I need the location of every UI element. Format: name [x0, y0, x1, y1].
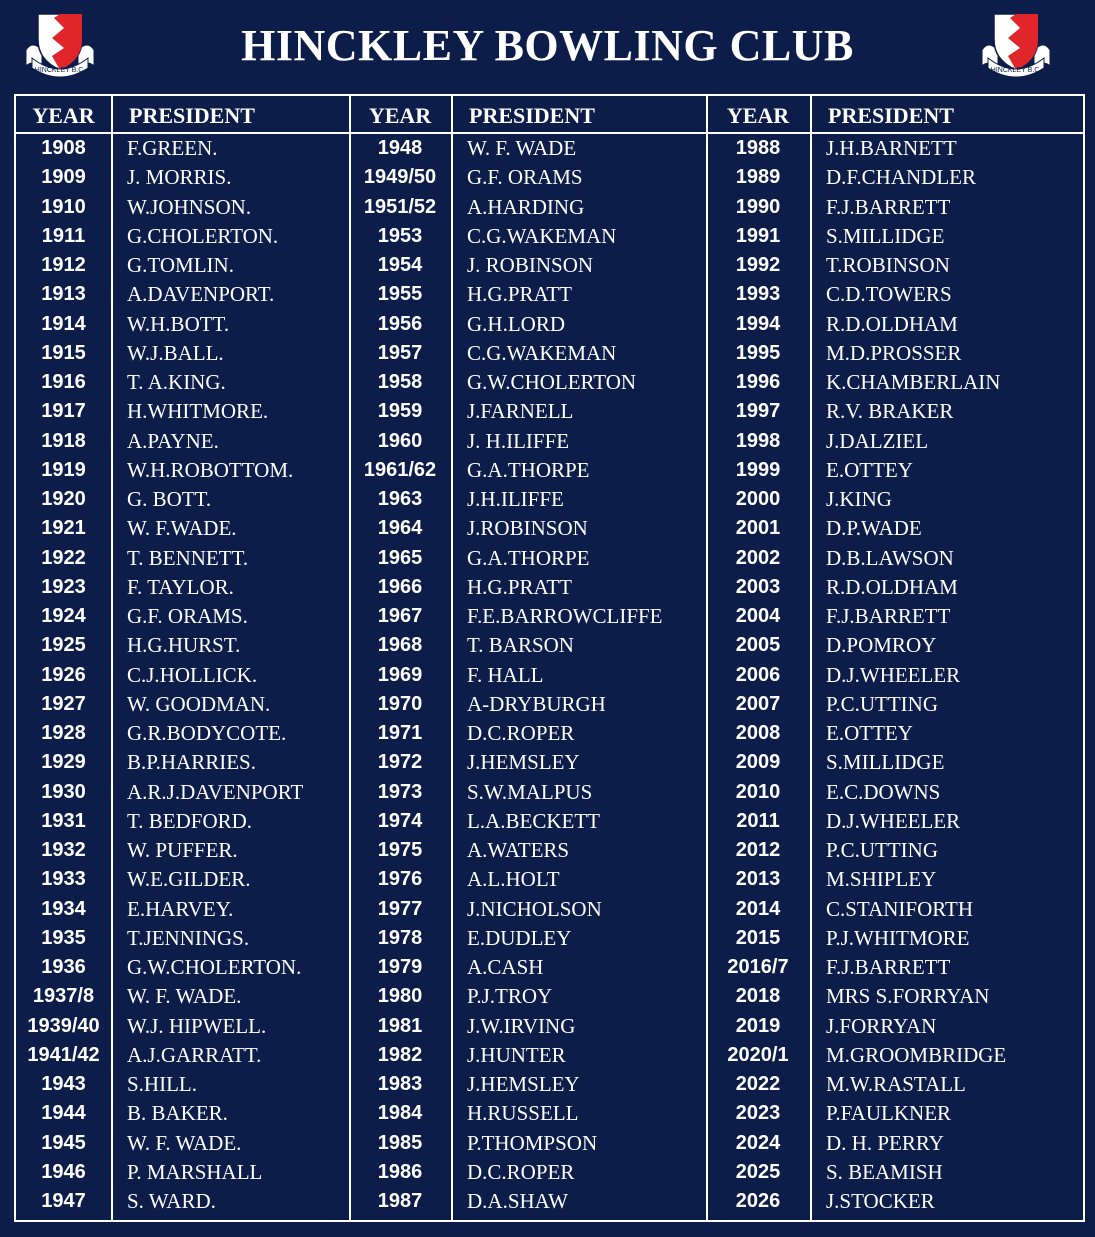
year-cell: 1933 [41, 868, 86, 891]
president-cell: C.G.WAKEMAN [467, 340, 617, 365]
year-cell: 2003 [735, 575, 781, 598]
year-cell: 1959 [377, 400, 423, 423]
president-cell: E.HARVEY. [127, 896, 234, 921]
president-cell: J.HEMSLEY [467, 1072, 580, 1096]
year-cell: 1968 [377, 634, 423, 657]
president-cell: S.W.MALPUS [467, 779, 593, 804]
president-cell: H.G.HURST. [127, 633, 241, 658]
president-cell: G. BOTT. [127, 487, 212, 511]
year-cell: 1967 [377, 605, 423, 627]
year-cell: 1995 [735, 341, 781, 364]
year-header: YEAR [349, 96, 451, 134]
year-cell: 1929 [41, 751, 86, 774]
president-cell: H.WHITMORE. [127, 399, 269, 424]
president-cell: G.F. ORAMS [467, 165, 583, 190]
president-cell: J.H.ILIFFE [467, 487, 564, 511]
president-cell: J.KING [826, 487, 892, 511]
president-cell: G.A.THORPE [467, 457, 590, 482]
year-cell: 1970 [377, 692, 423, 715]
year-cell: 1943 [41, 1073, 86, 1095]
president-header: PRESIDENT [812, 96, 1083, 134]
president-cell: W.H.ROBOTTOM. [127, 457, 294, 482]
president-cell: W.E.GILDER. [127, 867, 251, 892]
year-cell: 1948 [377, 137, 423, 159]
year-cell: 1924 [41, 605, 86, 627]
column-group [16, 96, 349, 1220]
president-cell: H.G.PRATT [467, 574, 573, 599]
year-cell: 1983 [377, 1073, 423, 1095]
year-header: YEAR [16, 96, 111, 134]
year-cell: 1977 [377, 897, 423, 920]
president-cell: B. BAKER. [127, 1101, 228, 1126]
president-cell: S.MILLIDGE [826, 750, 945, 775]
year-cell: 1925 [41, 634, 86, 657]
president-cell: F. TAYLOR. [127, 574, 234, 599]
year-cell: 1941/42 [27, 1043, 100, 1066]
president-cell: J.NICHOLSON [467, 896, 602, 921]
year-cell: 2002 [735, 546, 781, 569]
year-cell: 1922 [41, 546, 86, 569]
year-cell: 1913 [41, 283, 86, 306]
president-cell: A.CASH [467, 955, 544, 979]
year-cell: 1927 [41, 692, 86, 715]
year-cell: 1990 [735, 195, 781, 218]
president-header: PRESIDENT [113, 96, 349, 134]
president-cell: E.OTTEY [826, 721, 913, 745]
president-cell: J.H.BARNETT [826, 136, 957, 160]
year-cell: 1999 [735, 458, 781, 481]
president-cell: C.D.TOWERS [826, 282, 952, 307]
page-title: HINCKLEY BOWLING CLUB [241, 21, 854, 70]
year-cell: 1946 [41, 1160, 86, 1183]
president-cell: M.D.PROSSER [826, 340, 962, 365]
year-cell: 2023 [735, 1102, 781, 1125]
president-cell: P. MARSHALL [127, 1159, 263, 1184]
year-cell: 1949/50 [363, 166, 437, 189]
president-cell: G.TOMLIN. [127, 253, 234, 277]
year-cell: 2015 [735, 926, 781, 949]
year-cell: 1987 [377, 1190, 423, 1212]
president-cell: G.W.CHOLERTON [467, 370, 637, 394]
president-cell: P.C.UTTING [826, 838, 939, 862]
year-cell: 1956 [377, 312, 423, 335]
president-cell: A.WATERS [467, 838, 570, 862]
president-cell: A-DRYBURGH [467, 691, 606, 716]
president-cell: W. F. WADE [467, 136, 577, 160]
year-cell: 2025 [735, 1160, 781, 1183]
president-cell: P.FAULKNER [826, 1101, 952, 1126]
president-cell: W. PUFFER. [127, 838, 238, 862]
year-cell: 1979 [377, 956, 423, 978]
president-cell: MRS S.FORRYAN [826, 984, 990, 1009]
year-cell: 1937/8 [32, 985, 95, 1008]
president-cell: K.CHAMBERLAIN [826, 370, 1001, 394]
year-cell: 1909 [41, 166, 86, 189]
year-cell: 1920 [41, 488, 86, 510]
president-cell: P.C.UTTING [826, 691, 939, 716]
president-cell: J.DALZIEL [826, 428, 929, 453]
year-cell: 1921 [41, 517, 86, 540]
year-header: YEAR [706, 96, 810, 134]
president-cell: W. GOODMAN. [127, 691, 271, 716]
column-divider [810, 96, 812, 1220]
page-header [0, 0, 1095, 92]
president-cell: G.R.BODYCOTE. [127, 721, 287, 745]
year-cell: 2008 [735, 722, 781, 744]
president-cell: F. HALL [467, 662, 544, 687]
president-cell: S. BEAMISH [826, 1159, 943, 1184]
year-cell: 1982 [377, 1043, 423, 1066]
year-cell: 1932 [41, 839, 86, 861]
president-cell: J. MORRIS. [127, 165, 232, 190]
year-cell: 1985 [377, 1131, 423, 1154]
year-cell: 1998 [735, 429, 781, 452]
president-cell: P.J.WHITMORE [826, 925, 970, 950]
president-cell: W.JOHNSON. [127, 194, 252, 219]
president-cell: D.J.WHEELER [826, 662, 961, 687]
year-cell: 2010 [735, 780, 781, 803]
president-cell: D.C.ROPER [467, 721, 575, 745]
year-cell: 1931 [41, 809, 86, 832]
year-cell: 1976 [377, 868, 423, 891]
logo-text: HINCKLEY B.C. [990, 67, 1042, 74]
president-cell: J.ROBINSON [467, 516, 588, 541]
year-cell: 1972 [377, 751, 423, 774]
president-cell: M.GROOMBRIDGE [826, 1042, 1007, 1067]
year-cell: 1944 [41, 1102, 86, 1125]
year-cell: 2024 [735, 1131, 781, 1154]
president-cell: F.J.BARRETT [826, 194, 951, 219]
president-cell: W.J.BALL. [127, 340, 224, 365]
year-cell: 1917 [41, 400, 86, 423]
president-cell: H.RUSSELL [467, 1101, 579, 1126]
president-cell: J. ROBINSON [467, 253, 594, 277]
year-cell: 1997 [735, 400, 781, 423]
year-cell: 1969 [377, 663, 423, 686]
president-cell: D.POMROY [826, 633, 937, 658]
president-cell: R.V. BRAKER [826, 399, 954, 424]
logo-text: HINCKLEY B.C. [34, 67, 86, 74]
shield-crest-icon [978, 10, 1054, 80]
year-cell: 1919 [41, 458, 86, 481]
president-cell: J.FORRYAN [826, 1013, 937, 1038]
president-cell: D.A.SHAW [467, 1189, 568, 1213]
president-cell: J.HEMSLEY [467, 750, 580, 775]
year-cell: 1957 [377, 341, 423, 364]
president-cell: G.CHOLERTON. [127, 223, 279, 248]
president-cell: H.G.PRATT [467, 282, 573, 307]
year-cell: 1914 [41, 312, 86, 335]
year-cell: 1912 [41, 254, 86, 276]
year-cell: 1939/40 [27, 1014, 100, 1037]
president-cell: B.P.HARRIES. [127, 750, 256, 775]
president-cell: A.J.GARRATT. [127, 1042, 262, 1067]
president-cell: D.C.ROPER [467, 1159, 575, 1184]
year-cell: 2000 [735, 488, 781, 510]
year-cell: 1991 [735, 224, 781, 247]
president-cell: D.P.WADE [826, 516, 922, 541]
president-cell: T.JENNINGS. [127, 925, 250, 950]
president-cell: J. H.ILIFFE [467, 428, 570, 453]
president-cell: E.OTTEY [826, 457, 913, 482]
president-cell: D.B.LAWSON [826, 545, 954, 570]
year-cell: 1966 [377, 575, 423, 598]
president-cell: A.L.HOLT [467, 867, 560, 892]
year-cell: 1947 [41, 1190, 86, 1212]
president-cell: A.DAVENPORT. [127, 282, 275, 307]
president-cell: J.FARNELL [467, 399, 574, 424]
year-cell: 1930 [41, 780, 86, 803]
year-cell: 1988 [735, 137, 781, 159]
year-cell: 1984 [377, 1102, 423, 1125]
president-cell: L.A.BECKETT [467, 808, 600, 833]
presidents-table [14, 94, 1085, 1222]
year-cell: 2011 [736, 809, 780, 832]
year-cell: 1961/62 [363, 458, 437, 481]
president-cell: F.J.BARRETT [826, 955, 951, 979]
year-cell: 1996 [735, 371, 781, 393]
year-cell: 1915 [41, 341, 86, 364]
year-cell: 1916 [41, 371, 86, 393]
year-cell: 1955 [377, 283, 423, 306]
year-cell: 1974 [377, 809, 423, 832]
year-cell: 1951/52 [363, 195, 437, 218]
president-cell: T. BARSON [467, 633, 574, 658]
president-cell: D. H. PERRY [826, 1130, 944, 1155]
year-cell: 1963 [377, 488, 423, 510]
year-cell: 1935 [41, 926, 86, 949]
year-cell: 1936 [41, 956, 86, 978]
president-cell: J.HUNTER [467, 1042, 566, 1067]
president-cell: E.DUDLEY [467, 925, 572, 950]
year-cell: 1981 [377, 1014, 423, 1037]
year-cell: 1978 [377, 926, 423, 949]
president-cell: R.D.OLDHAM [826, 311, 958, 336]
year-cell: 1986 [377, 1160, 423, 1183]
year-cell: 2022 [735, 1073, 781, 1095]
president-cell: W.H.BOTT. [127, 311, 230, 336]
president-cell: D.J.WHEELER [826, 808, 961, 833]
president-cell: M.SHIPLEY [826, 867, 937, 892]
year-cell: 1926 [41, 663, 86, 686]
year-cell: 1923 [41, 575, 86, 598]
year-cell: 1910 [41, 195, 86, 218]
president-cell: S.MILLIDGE [826, 223, 945, 248]
president-cell: P.THOMPSON [467, 1130, 598, 1155]
president-cell: G.H.LORD [467, 311, 565, 336]
column-group [349, 96, 706, 1220]
year-cell: 1971 [377, 722, 423, 744]
president-cell: S. WARD. [127, 1189, 216, 1213]
president-cell: R.D.OLDHAM [826, 574, 958, 599]
president-cell: E.C.DOWNS [826, 779, 941, 804]
year-cell: 1992 [735, 254, 781, 276]
year-cell: 2020/1 [727, 1043, 789, 1066]
president-cell: G.W.CHOLERTON. [127, 955, 302, 979]
year-cell: 2009 [735, 751, 781, 774]
year-cell: 1964 [377, 517, 423, 540]
year-cell: 1934 [41, 897, 86, 920]
president-cell: C.G.WAKEMAN [467, 223, 617, 248]
president-cell: A.R.J.DAVENPORT [127, 779, 304, 804]
year-cell: 1989 [735, 166, 781, 189]
year-cell: 2004 [735, 605, 781, 627]
year-cell: 1975 [377, 839, 423, 861]
year-cell: 2019 [735, 1014, 781, 1037]
year-cell: 1928 [41, 722, 86, 744]
president-cell: F.GREEN. [127, 136, 218, 160]
year-cell: 1993 [735, 283, 781, 306]
column-divider [111, 96, 113, 1220]
president-cell: C.STANIFORTH [826, 896, 973, 921]
president-cell: D.F.CHANDLER [826, 165, 976, 190]
year-cell: 2014 [735, 897, 781, 920]
year-cell: 1965 [377, 546, 423, 569]
president-cell: S.HILL. [127, 1072, 197, 1096]
president-cell: G.F. ORAMS. [127, 604, 248, 628]
president-cell: A.PAYNE. [127, 428, 219, 453]
president-cell: P.J.TROY [467, 984, 553, 1009]
president-cell: T. A.KING. [127, 370, 226, 394]
year-cell: 1953 [377, 224, 423, 247]
president-cell: J.STOCKER [826, 1189, 935, 1213]
year-cell: 2006 [735, 663, 781, 686]
president-cell: W. F.WADE. [127, 516, 237, 541]
column-divider [451, 96, 453, 1220]
year-cell: 2007 [735, 692, 781, 715]
president-cell: W. F. WADE. [127, 984, 242, 1009]
president-cell: T. BENNETT. [127, 545, 249, 570]
year-cell: 1954 [377, 254, 423, 276]
year-cell: 2001 [735, 517, 781, 540]
year-cell: 1918 [41, 429, 86, 452]
president-cell: G.A.THORPE [467, 545, 590, 570]
column-group [706, 96, 1083, 1220]
year-cell: 2026 [735, 1190, 781, 1212]
year-cell: 2005 [735, 634, 781, 657]
president-cell: W.J. HIPWELL. [127, 1013, 267, 1038]
year-cell: 1911 [41, 224, 86, 247]
president-cell: T. BEDFORD. [127, 808, 253, 833]
year-cell: 2013 [735, 868, 781, 891]
president-cell: C.J.HOLLICK. [127, 662, 258, 687]
year-cell: 2012 [735, 839, 781, 861]
president-cell: A.HARDING [467, 194, 585, 219]
year-cell: 2016/7 [727, 956, 789, 978]
year-cell: 1958 [377, 371, 423, 393]
year-cell: 2018 [735, 985, 781, 1008]
president-cell: T.ROBINSON [826, 253, 950, 277]
president-cell: M.W.RASTALL [826, 1072, 966, 1096]
year-cell: 1980 [377, 985, 423, 1008]
president-cell: F.J.BARRETT [826, 604, 951, 628]
year-cell: 1908 [41, 137, 86, 159]
president-header: PRESIDENT [453, 96, 706, 134]
president-cell: J.W.IRVING [467, 1013, 576, 1038]
president-cell: W. F. WADE. [127, 1130, 242, 1155]
year-cell: 1960 [377, 429, 423, 452]
president-cell: F.E.BARROWCLIFFE [467, 604, 663, 628]
year-cell: 1973 [377, 780, 423, 803]
year-cell: 1994 [735, 312, 781, 335]
year-cell: 1945 [41, 1131, 86, 1154]
